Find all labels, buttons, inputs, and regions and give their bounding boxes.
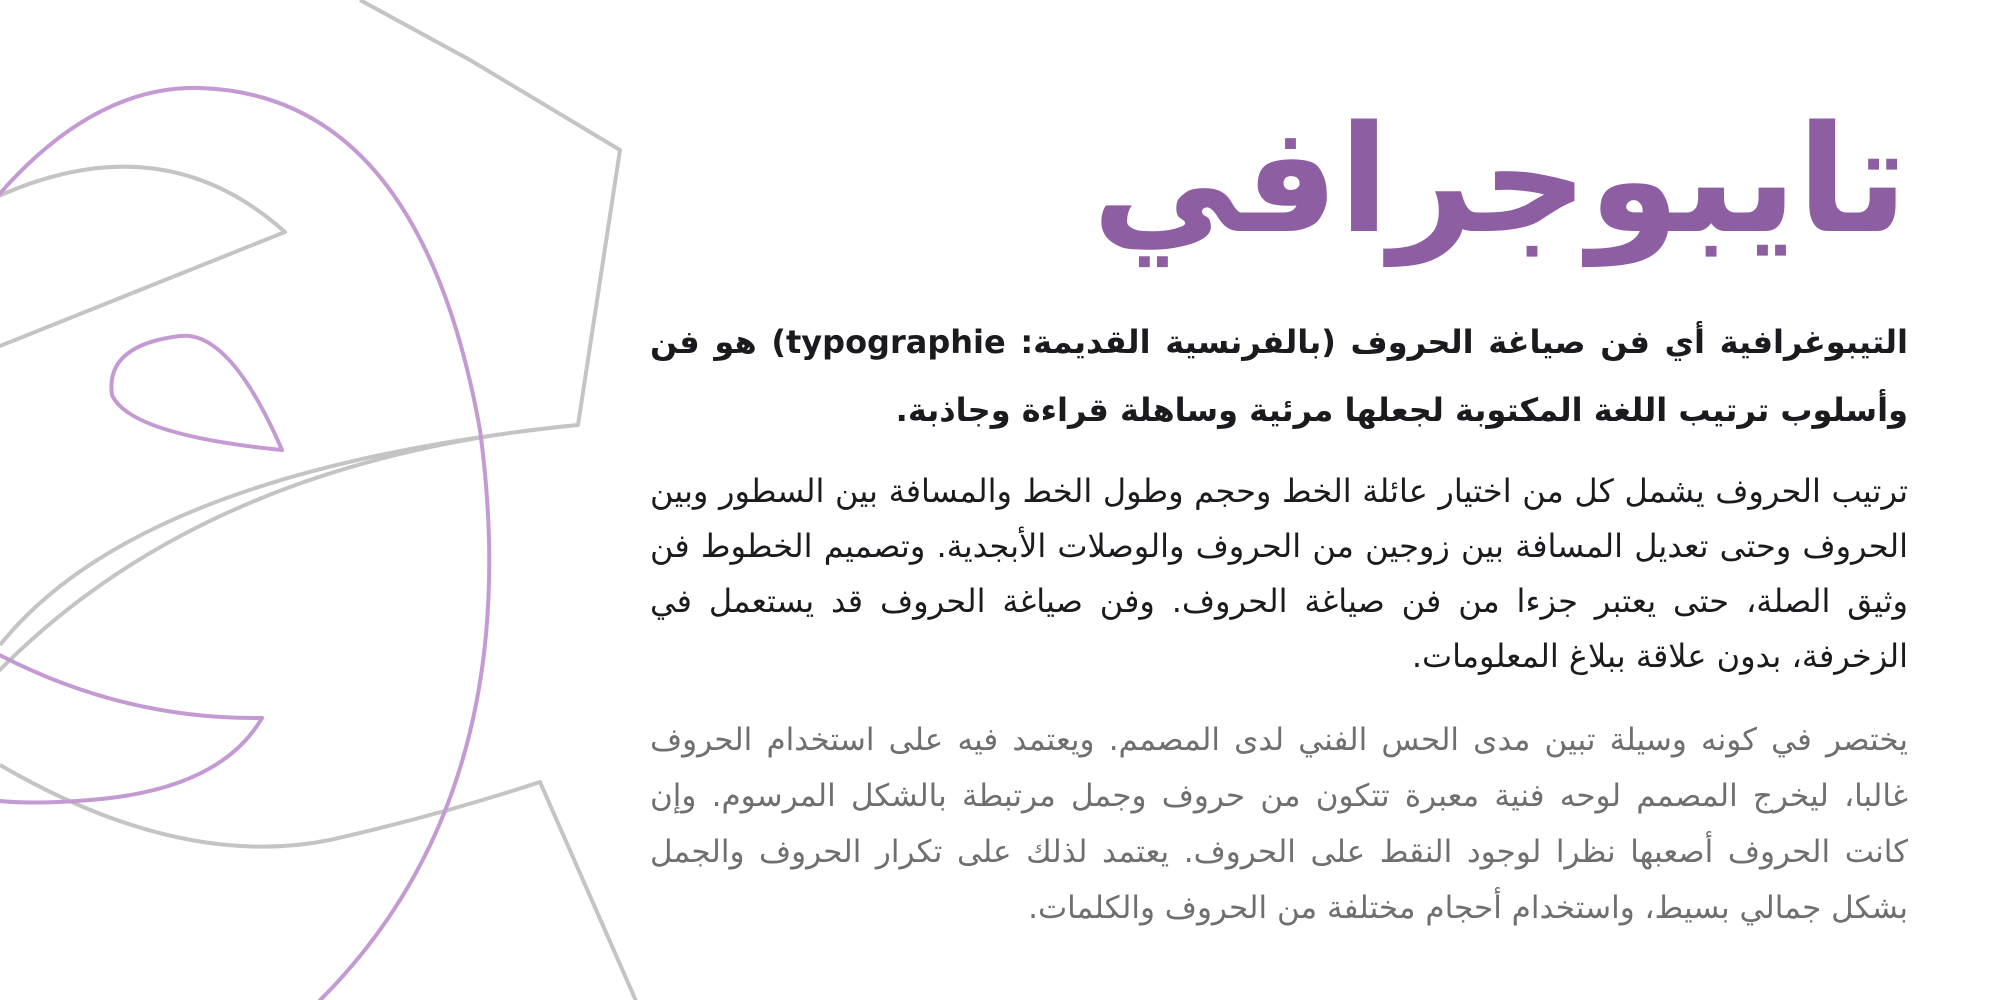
purple-glyph-outline (0, 88, 489, 1000)
lead-paragraph: التيبوغرافية أي فن صياغة الحروف (بالفرنسية القديمة: typographie) هو فن وأسلوب ترتيب اللغة المكتوبة لجعلها مرئية وساهلة قراءة وجاذبة. (650, 323, 1909, 429)
body-paragraph: ترتيب الحروف يشمل كل من اختيار عائلة الخط وحجم وطول الخط والمسافة بين السطور وبين الحروف وحتى تعديل المسافة بين زوجين من الحروف والوصلات الأبجدية. وتصميم الخطوط فن وثيق الصلة، حتى يعتبر جزءا من فن صياغة الحروف. وفن صياغة الحروف قد يستعمل في الزخرفة، بدون علاقة ببلاغ المعلومات. (650, 472, 1908, 675)
text-content (650, 60, 1908, 936)
light-paragraph: يختصر في كونه وسيلة تبين مدى الحس الفني لدى المصمم. ويعتمد فيه على استخدام الحروف غالبا، ليخرج المصمم لوحه فنية معبرة تتكون من حروف وجمل مرتبطة بالشكل المرسوم. وإن كانت الحروف أصعبها نظرا لوجود النقط على الحروف. يعتمد لذلك على تكرار الحروف والجمل بشكل جمالي بسيط، واستخدام أحجام مختلفة من الحروف والكلمات. (650, 722, 1908, 926)
gray-glyph-outline (0, 0, 640, 1000)
page-title: تايبوجرافي (1091, 94, 1908, 266)
